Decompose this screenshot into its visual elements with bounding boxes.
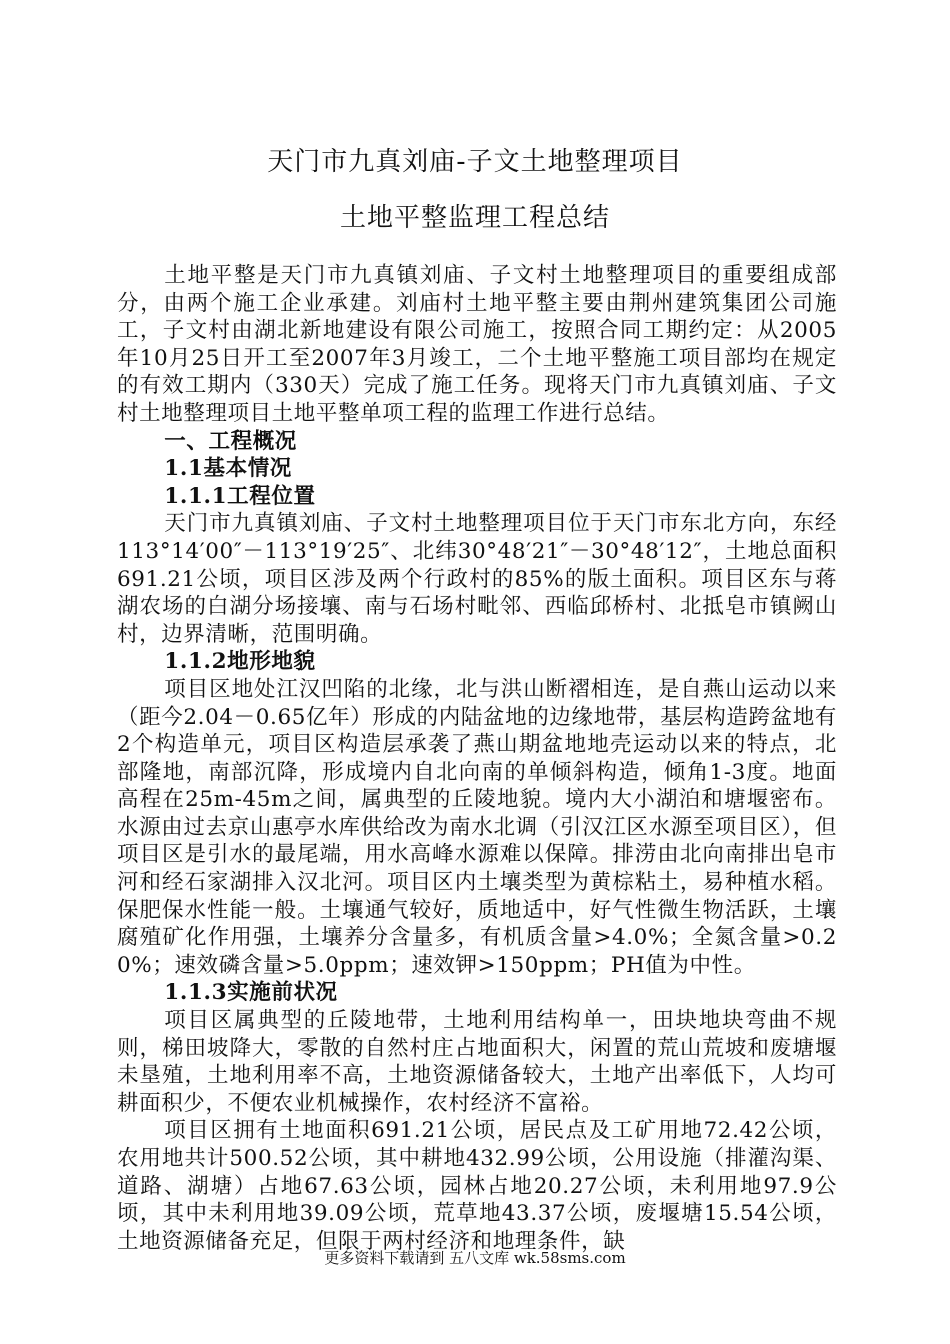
document-body [117, 262, 837, 1255]
location-paragraph: 天门市九真镇刘庙、子文村土地整理项目位于天门市东北方向，东经113°14′00″－113°19′25″、北纬30°48′21″－30°48′12″，土地总面积691.21公顷，项目区涉及两个行政村的85%的版土面积。项目区东与蒋湖农场的白湖分场接壤、南与石场村毗邻、西临邱桥村、北抵皂市镇阙山村，边界清晰，范围明确。 [117, 511, 837, 647]
subsection-heading: 1.1基本情况 [164, 456, 292, 482]
pre-status-paragraph: 项目区属典型的丘陵地带，土地利用结构单一，田块地块弯曲不规则，梯田坡降大，零散的自然村庄占地面积大，闲置的荒山荒坡和废塘堰未垦殖，土地利用率不高，土地资源储备较大，土地产出率低下，人均可耕面积少，不便农业机械操作，农村经济不富裕。 [117, 1008, 837, 1116]
document-title: 天门市九真刘庙-子文土地整理项目 [267, 147, 683, 177]
footer-note: 更多资料下载请到 五八文库 wk.58sms.com [324, 1249, 626, 1267]
subsection-heading-pre-status: 1.1.3实施前状况 [164, 980, 338, 1006]
subsection-heading-location: 1.1.1工程位置 [164, 483, 316, 509]
terrain-paragraph: 项目区地处江汉凹陷的北缘，北与洪山断褶相连，是自燕山运动以来（距今2.04－0.65亿年）形成的内陆盆地的边缘地带，基层构造跨盆地有2个构造单元，项目区构造层承袭了燕山期盆地地壳运动以来的特点，北部隆地，南部沉降，形成境内自北向南的单倾斜构造，倾角1-3度。地面高程在25m-45m之间，属典型的丘陵地貌。境内大小湖泊和塘堰密布。水源由过去京山惠亭水库供给改为南水北调（引汉江区水源至项目区），但项目区是引水的最尾端，用水高峰水源难以保障。排涝由北向南排出皂市河和经石家湖排入汉北河。项目区内土壤类型为黄棕粘土，易种植水稻。保肥保水性能一般。土壤通气较好，质地适中，好气性微生物活跃，土壤腐殖矿化作用强，土壤养分含量多，有机质含量>4.0%；全氮含量>0.20%；速效磷含量>5.0ppm；速效钾>150ppm；PH值为中性。 [117, 676, 837, 978]
subsection-heading-terrain: 1.1.2地形地貌 [164, 649, 316, 675]
document-subtitle: 土地平整监理工程总结 [339, 203, 610, 233]
intro-paragraph: 土地平整是天门市九真镇刘庙、子文村土地整理项目的重要组成部分，由两个施工企业承建。刘庙村土地平整主要由荆州建筑集团公司施工，子文村由湖北新地建设有限公司施工，按照合同工期约定：从2005年10月25日开工至2007年3月竣工，二个土地平整施工项目部均在规定的有效工期内（330天）完成了施工任务。现将天门市九真镇刘庙、子文村土地整理项目土地平整单项工程的监理工作进行总结。 [117, 263, 837, 426]
land-area-paragraph: 项目区拥有土地面积691.21公顷，居民点及工矿用地72.42公顷，农用地共计500.52公顷，其中耕地432.99公顷，公用设施（排灌沟渠、道路、湖塘）占地67.63公顷，园林占地20.27公顷，未利用地97.9公顷，其中未利用地39.09公顷，荒草地43.37公顷，废堰塘15.54公顷，土地资源储备充足，但限于两村经济和地理条件，缺 [117, 1118, 837, 1254]
section-heading: 一、工程概况 [164, 428, 297, 454]
